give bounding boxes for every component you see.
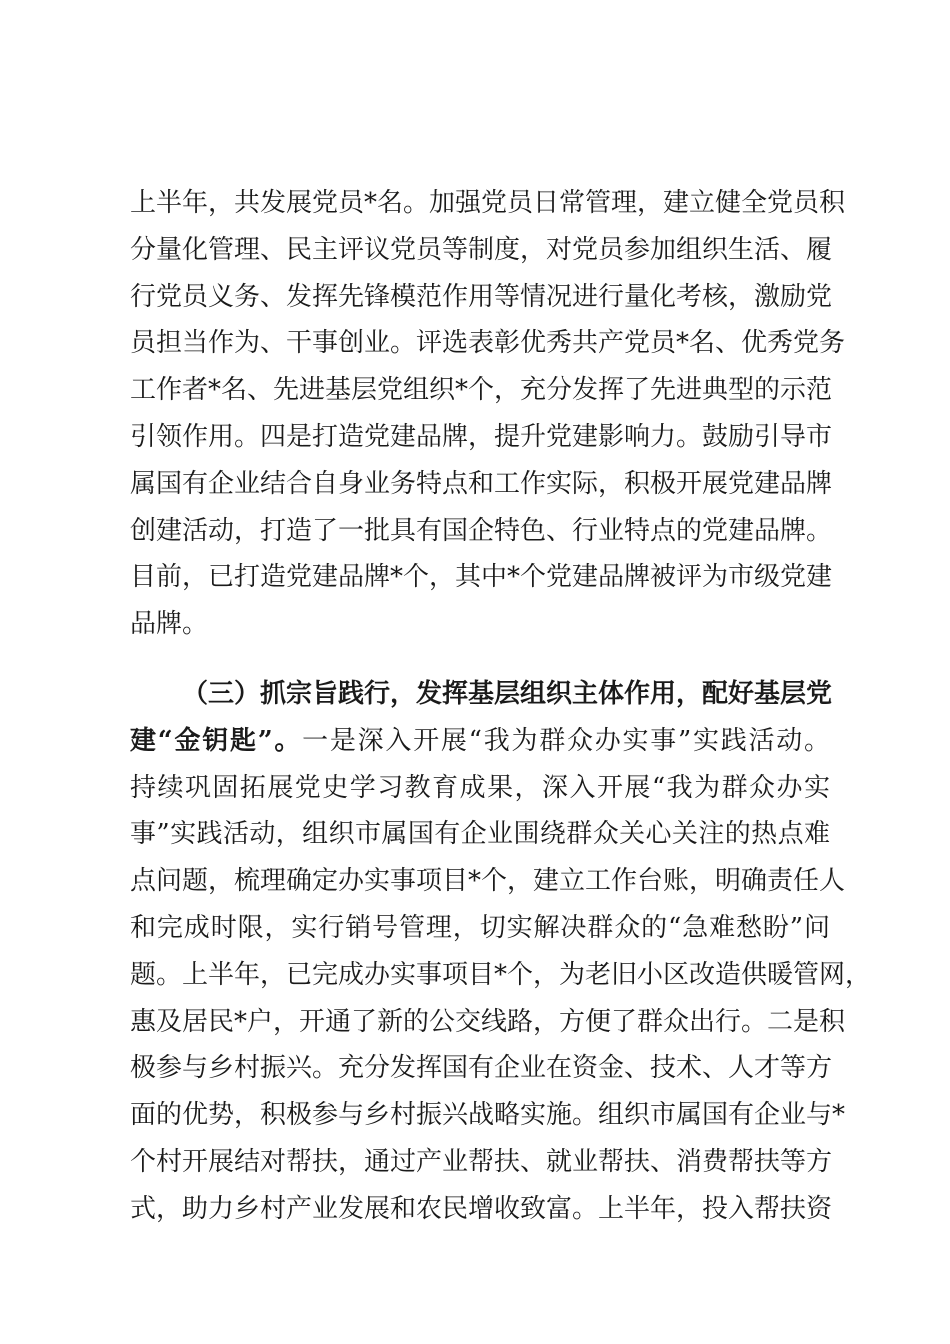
text-line: 式，助力乡村产业发展和农民增收致富。上半年，投入帮扶资 [130, 1193, 833, 1224]
text-line: 惠及居民*户，开通了新的公交线路，方便了群众出行。二是积 [130, 1006, 846, 1037]
text-line: 员担当作为、干事创业。评选表彰优秀共产党员*名、优秀党务 [130, 328, 846, 359]
text-line: 持续巩固拓展党史学习教育成果，深入开展“我为群众办实 [130, 772, 830, 803]
text-line: 题。上半年，已完成办实事项目*个，为老旧小区改造供暖管网， [130, 959, 872, 990]
section-heading-end: 建“金钥匙”。 [130, 725, 303, 756]
text-line: 工作者*名、先进基层党组织*个，充分发挥了先进典型的示范 [130, 375, 833, 406]
paragraph-spacer [130, 648, 830, 671]
paragraph-2 [130, 671, 872, 1233]
text-line: 行党员义务、发挥先锋模范作用等情况进行量化考核，激励党 [130, 281, 833, 312]
text-run: 一是深入开展“我为群众办实事”实践活动。 [302, 725, 830, 756]
text-line: 面的优势，积极参与乡村振兴战略实施。组织市属国有企业与* [130, 1100, 846, 1131]
text-line: 属国有企业结合自身业务特点和工作实际，积极开展党建品牌 [130, 468, 833, 499]
section-heading: （三）抓宗旨践行，发挥基层组织主体作用，配好基层党 [182, 678, 833, 709]
text-line: 个村开展结对帮扶，通过产业帮扶、就业帮扶、消费帮扶等方 [130, 1146, 833, 1177]
text-line [130, 718, 830, 765]
text-line: 点问题，梳理确定办实事项目*个，建立工作台账，明确责任人 [130, 866, 846, 897]
text-line: 目前，已打造党建品牌*个，其中*个党建品牌被评为市级党建 [130, 562, 833, 593]
text-line: 引领作用。四是打造党建品牌，提升党建影响力。鼓励引导市 [130, 421, 833, 452]
text-line: 上半年，共发展党员*名。加强党员日常管理，建立健全党员积 [130, 188, 846, 218]
text-line: 创建活动，打造了一批具有国企特色、行业特点的党建品牌。 [130, 515, 833, 546]
text-line: 品牌。 [130, 609, 209, 640]
text-line: 极参与乡村振兴。充分发挥国有企业在资金、技术、人才等方 [130, 1053, 833, 1084]
text-line: 和完成时限，实行销号管理，切实解决群众的“急难愁盼”问 [130, 912, 830, 943]
paragraph-1 [130, 180, 846, 648]
text-line: 分量化管理、民主评议党员等制度，对党员参加组织生活、履 [130, 234, 833, 265]
text-line: 事”实践活动，组织市属国有企业围绕群众关心关注的热点难 [130, 819, 830, 850]
document-body [130, 180, 872, 1233]
